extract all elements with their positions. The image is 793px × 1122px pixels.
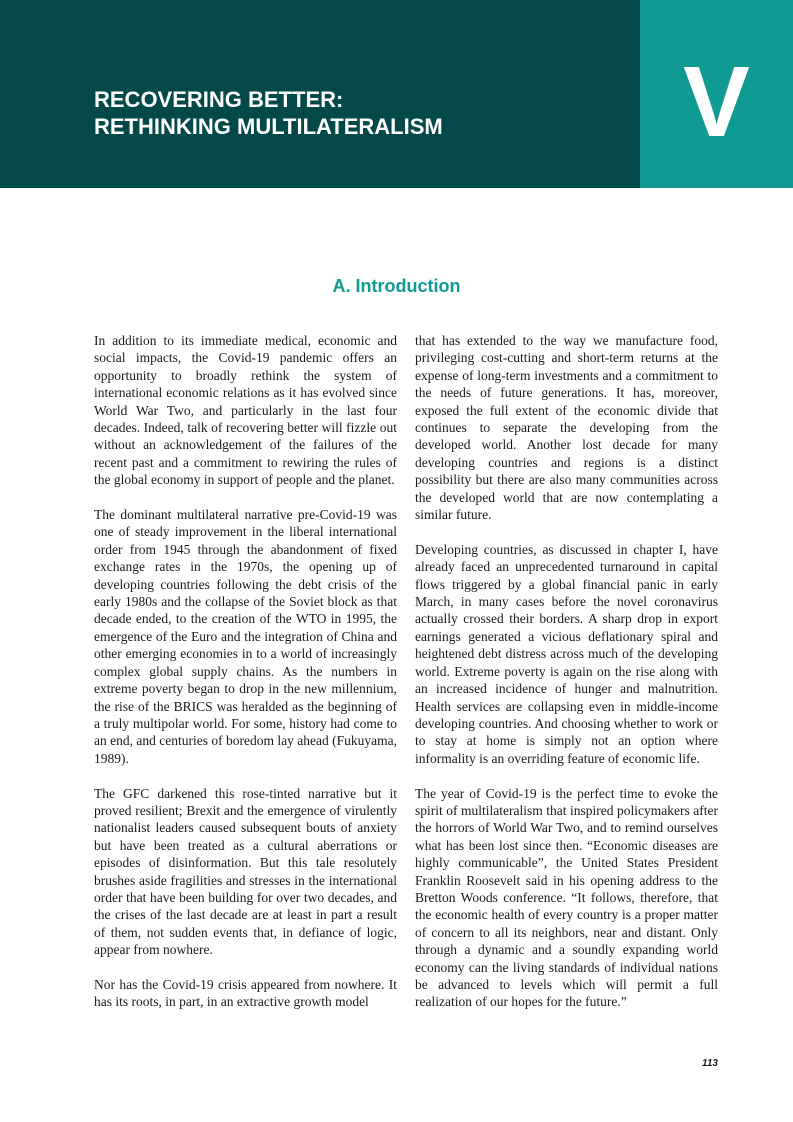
right-column (415, 332, 718, 1028)
chapter-number-box (640, 0, 793, 188)
paragraph: In addition to its immediate medical, economic and social impacts, the Covid-19 pandemic offers an opportunity to broadly rethink the system of international economic relations as it has evolved since World War Two, and particularly in the last four decades. Indeed, talk of recovering better will fizzle out without an acknowledgement of the failures of the recent past and a commitment to rewiring the rules of the global economy in support of people and the planet. (94, 333, 397, 488)
paragraph: Nor has the Covid-19 crisis appeared from nowhere. It has its roots, in part, in an extractive growth model (94, 976, 397, 1010)
paragraph: Developing countries, as discussed in chapter I, have already faced an unprecedented turnaround in capital flows triggered by a global financial panic in early March, in many cases before the novel coronavirus actually crossed their borders. A sharp drop in export earnings generated a vicious deflationary spiral and heightened debt distress across much of the developing world. Extreme poverty is again on the rise along with an increased incidence of hunger and malnutrition. Health services are collapsing even in middle-income developing countries. And choosing whether to work or to stay at home is simply not an option where informality is an overriding feature of economic life. (415, 541, 718, 766)
paragraph: The dominant multilateral narrative pre-Covid-19 was one of steady improvement in the liberal international order from 1945 through the abandonment of fixed exchange rates in the 1970s, the opening up of developing countries following the debt crisis of the early 1980s and the collapse of the Soviet block as that decade ended, to the creation of the WTO in 1995, the emergence of the Euro and the integration of China and other emerging economies in to a world of increasingly complex global supply chains. As the numbers in extreme poverty began to drop in the new millennium, the rise of the BRICS was heralded as the beginning of a truly multipolar world. For some, history had come to an end, and centuries of boredom lay ahead (Fukuyama, 1989). (94, 507, 397, 766)
page-number: 113 (702, 1058, 718, 1069)
chapter-title-line-1: RECOVERING BETTER: (94, 87, 344, 112)
chapter-title-line-2: RETHINKING MULTILATERALISM (94, 114, 443, 139)
section-heading: A. Introduction (332, 276, 461, 296)
chapter-title (94, 86, 443, 140)
chapter-numeral: V (683, 46, 750, 158)
chapter-banner (0, 0, 640, 188)
left-column (94, 332, 397, 1028)
paragraph: The GFC darkened this rose-tinted narrative but it proved resilient; Brexit and the emergence of virulently nationalist leaders caused subsequent bouts of anxiety but have been treated as a cultural aberrations or episodes of disinformation. But this tale resolutely brushes aside fragilities and stresses in the international order that have been building for over two decades, and the crises of the last decade are at least in part a result of them, not sudden events that, in defiance of logic, appear from nowhere. (94, 785, 397, 958)
paragraph: that has extended to the way we manufacture food, privileging cost-cutting and short-term returns at the expense of long-term investments and a commitment to the needs of future generations. It has, moreover, exposed the full extent of the economic divide that continues to separate the developing from the developed world. Another lost decade for many developing countries and regions is a distinct possibility but there are also many communities across the developed world that are now contemplating a similar future. (415, 333, 718, 523)
paragraph: The year of Covid-19 is the perfect time to evoke the spirit of multilateralism that inspired policymakers after the horrors of World War Two, and to remind ourselves what has been lost since then. “Economic diseases are highly communicable”, the United States President Franklin Roosevelt said in his opening address to the Bretton Woods conference. “It follows, therefore, that the economic health of every country is a proper matter of concern to all its neighbors, near and distant. Only through a dynamic and a soundly expanding world economy can the living standards of individual nations be advanced to levels which will permit a full realization of our hopes for the future.” (415, 785, 718, 1010)
